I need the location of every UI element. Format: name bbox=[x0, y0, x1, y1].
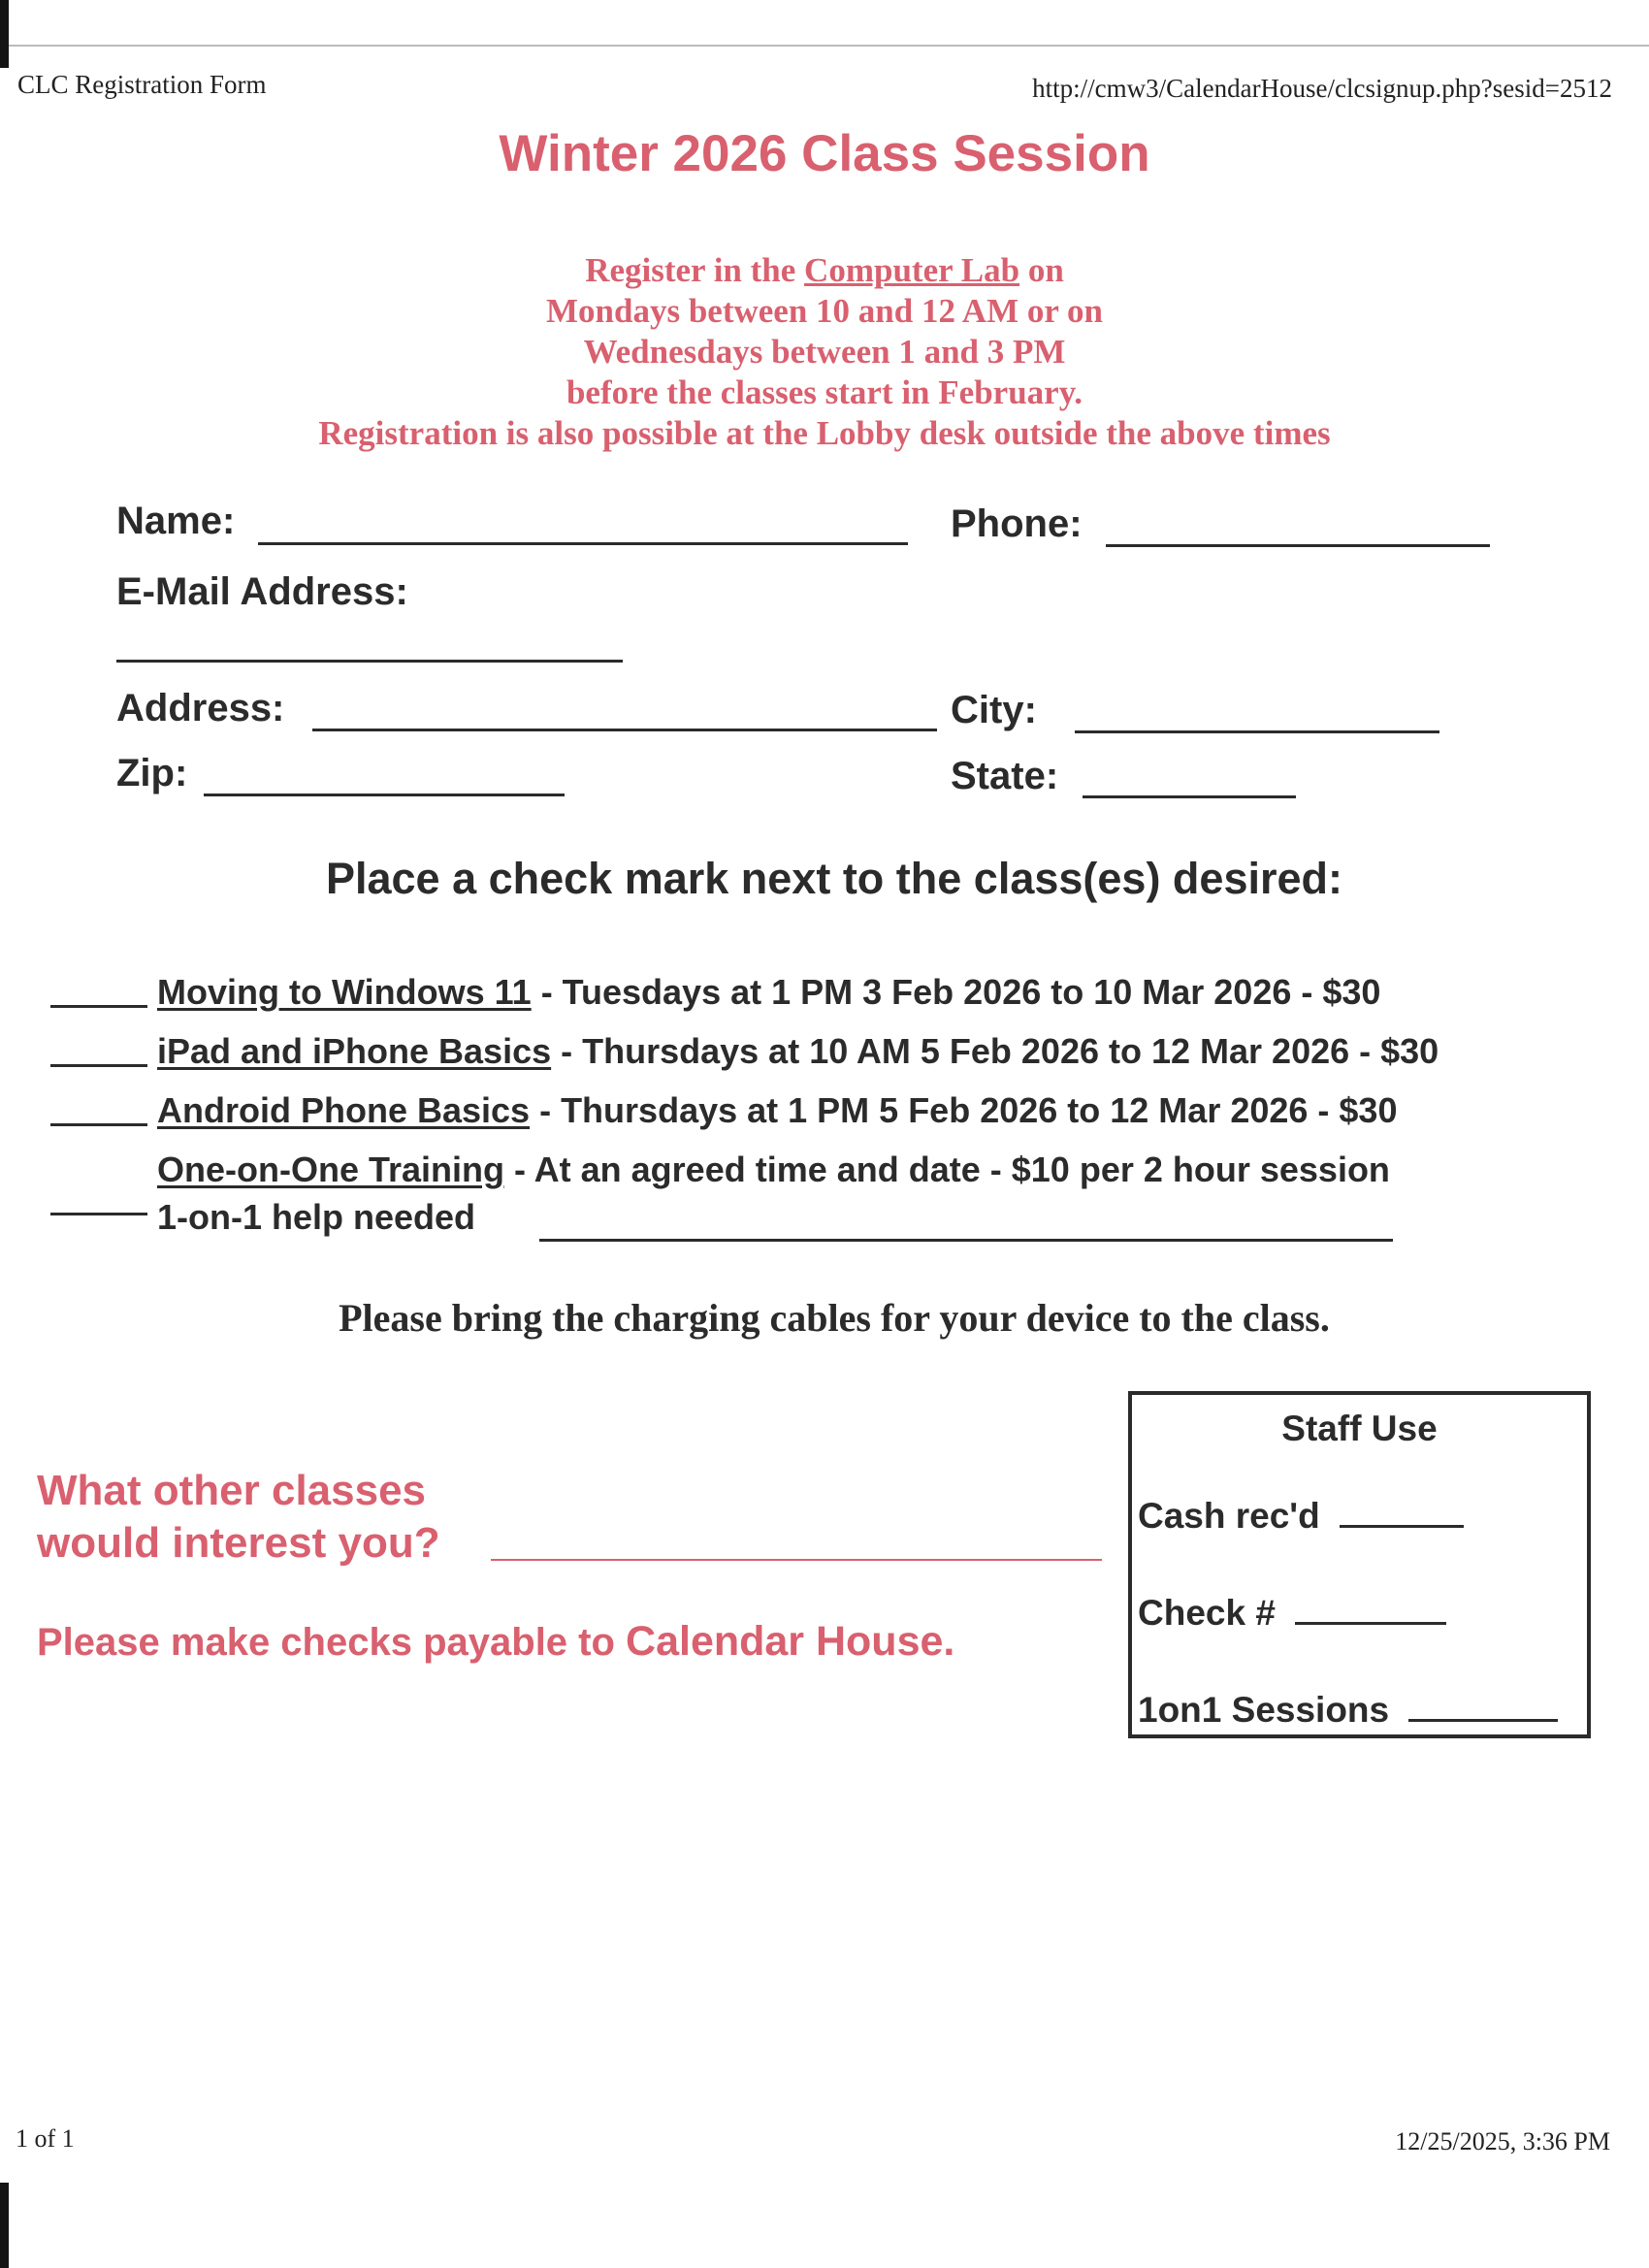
staff-use-title: Staff Use bbox=[1281, 1409, 1438, 1448]
class-row-android[interactable] bbox=[50, 1090, 1397, 1131]
intro-line-1 bbox=[0, 250, 1649, 291]
sessions-field[interactable] bbox=[1408, 1719, 1558, 1722]
class-name: iPad and iPhone Basics bbox=[157, 1031, 552, 1071]
help-needed-label: 1-on-1 help needed bbox=[157, 1197, 476, 1237]
intro-line-5: Registration is also possible at the Lobby desk outside the above times bbox=[318, 414, 1331, 452]
city-field[interactable] bbox=[1075, 730, 1439, 733]
class-checkbox-ipad[interactable] bbox=[50, 1064, 147, 1067]
print-header-title: CLC Registration Form bbox=[17, 70, 267, 99]
class-name: One-on-One Training bbox=[157, 1150, 504, 1189]
intro-line-2: Mondays between 10 and 12 AM or on bbox=[546, 292, 1103, 330]
address-label: Address: bbox=[116, 687, 285, 729]
sessions-row bbox=[1138, 1690, 1558, 1731]
staff-use-box bbox=[1128, 1391, 1591, 1738]
page-title: Winter 2026 Class Session bbox=[499, 125, 1150, 182]
class-row-one-on-one[interactable] bbox=[157, 1150, 1390, 1190]
class-name: Moving to Windows 11 bbox=[157, 972, 532, 1012]
other-classes-line-2: would interest you? bbox=[37, 1519, 440, 1567]
intro-line-4: before the classes start in February. bbox=[566, 373, 1083, 411]
checks-payable-text: Please make checks payable to bbox=[37, 1621, 627, 1664]
print-header-url: http://cmw3/CalendarHouse/clcsignup.php?sesid=2512 bbox=[1032, 74, 1612, 103]
computer-lab-link: Computer Lab bbox=[804, 251, 1020, 289]
intro-line-1-pre: Register in the bbox=[585, 251, 805, 289]
cables-note: Please bring the charging cables for your device to the class. bbox=[339, 1296, 1330, 1340]
print-timestamp: 12/25/2025, 3:36 PM bbox=[1395, 2127, 1610, 2155]
cash-received-row bbox=[1138, 1496, 1464, 1537]
class-checkbox-one-on-one[interactable] bbox=[50, 1213, 147, 1215]
class-details: - At an agreed time and date - $10 per 2 hour session bbox=[504, 1150, 1390, 1189]
name-label: Name: bbox=[116, 500, 236, 542]
scan-edge-bottom bbox=[0, 2183, 9, 2268]
other-classes-line-1: What other classes bbox=[37, 1467, 427, 1514]
class-name: Android Phone Basics bbox=[157, 1090, 531, 1130]
class-selection-instruction: Place a check mark next to the class(es) desired: bbox=[325, 854, 1342, 903]
registration-info bbox=[0, 250, 1649, 454]
state-label: State: bbox=[951, 755, 1059, 797]
class-details: - Tuesdays at 1 PM 3 Feb 2026 to 10 Mar 2026 - $30 bbox=[531, 972, 1381, 1012]
name-field[interactable] bbox=[258, 542, 908, 545]
intro-line-3: Wednesdays between 1 and 3 PM bbox=[583, 333, 1066, 371]
cash-received-field[interactable] bbox=[1340, 1525, 1464, 1528]
help-needed-row bbox=[157, 1197, 475, 1238]
email-label: E-Mail Address: bbox=[116, 570, 408, 613]
class-details: - Thursdays at 10 AM 5 Feb 2026 to 12 Mar 2026 - $30 bbox=[551, 1031, 1439, 1071]
city-label: City: bbox=[951, 689, 1037, 731]
scan-edge-top bbox=[0, 0, 9, 68]
zip-label: Zip: bbox=[116, 752, 188, 794]
sessions-label: 1on1 Sessions bbox=[1138, 1690, 1390, 1730]
cash-received-label: Cash rec'd bbox=[1138, 1496, 1320, 1536]
payee-name: Calendar House. bbox=[626, 1618, 955, 1665]
check-number-row bbox=[1138, 1593, 1446, 1634]
phone-field[interactable] bbox=[1106, 544, 1490, 547]
class-checkbox-windows[interactable] bbox=[50, 1005, 147, 1008]
check-number-field[interactable] bbox=[1295, 1622, 1446, 1625]
zip-field[interactable] bbox=[204, 794, 565, 796]
other-classes-field[interactable] bbox=[491, 1559, 1102, 1561]
address-field[interactable] bbox=[312, 729, 937, 731]
check-number-label: Check # bbox=[1138, 1593, 1276, 1633]
checks-payable-note bbox=[37, 1618, 954, 1666]
class-checkbox-android[interactable] bbox=[50, 1123, 147, 1126]
other-classes-question bbox=[37, 1465, 440, 1570]
class-row-ipad[interactable] bbox=[50, 1031, 1439, 1072]
class-row-windows[interactable] bbox=[50, 972, 1380, 1013]
state-field[interactable] bbox=[1083, 795, 1296, 798]
class-details: - Thursdays at 1 PM 5 Feb 2026 to 12 Mar 2026 - $30 bbox=[530, 1090, 1398, 1130]
page-number: 1 of 1 bbox=[16, 2124, 75, 2153]
help-needed-field[interactable] bbox=[539, 1239, 1393, 1242]
email-field[interactable] bbox=[116, 660, 623, 663]
scan-top-margin bbox=[0, 0, 1649, 47]
phone-label: Phone: bbox=[951, 502, 1083, 545]
intro-line-1-post: on bbox=[1019, 251, 1064, 289]
